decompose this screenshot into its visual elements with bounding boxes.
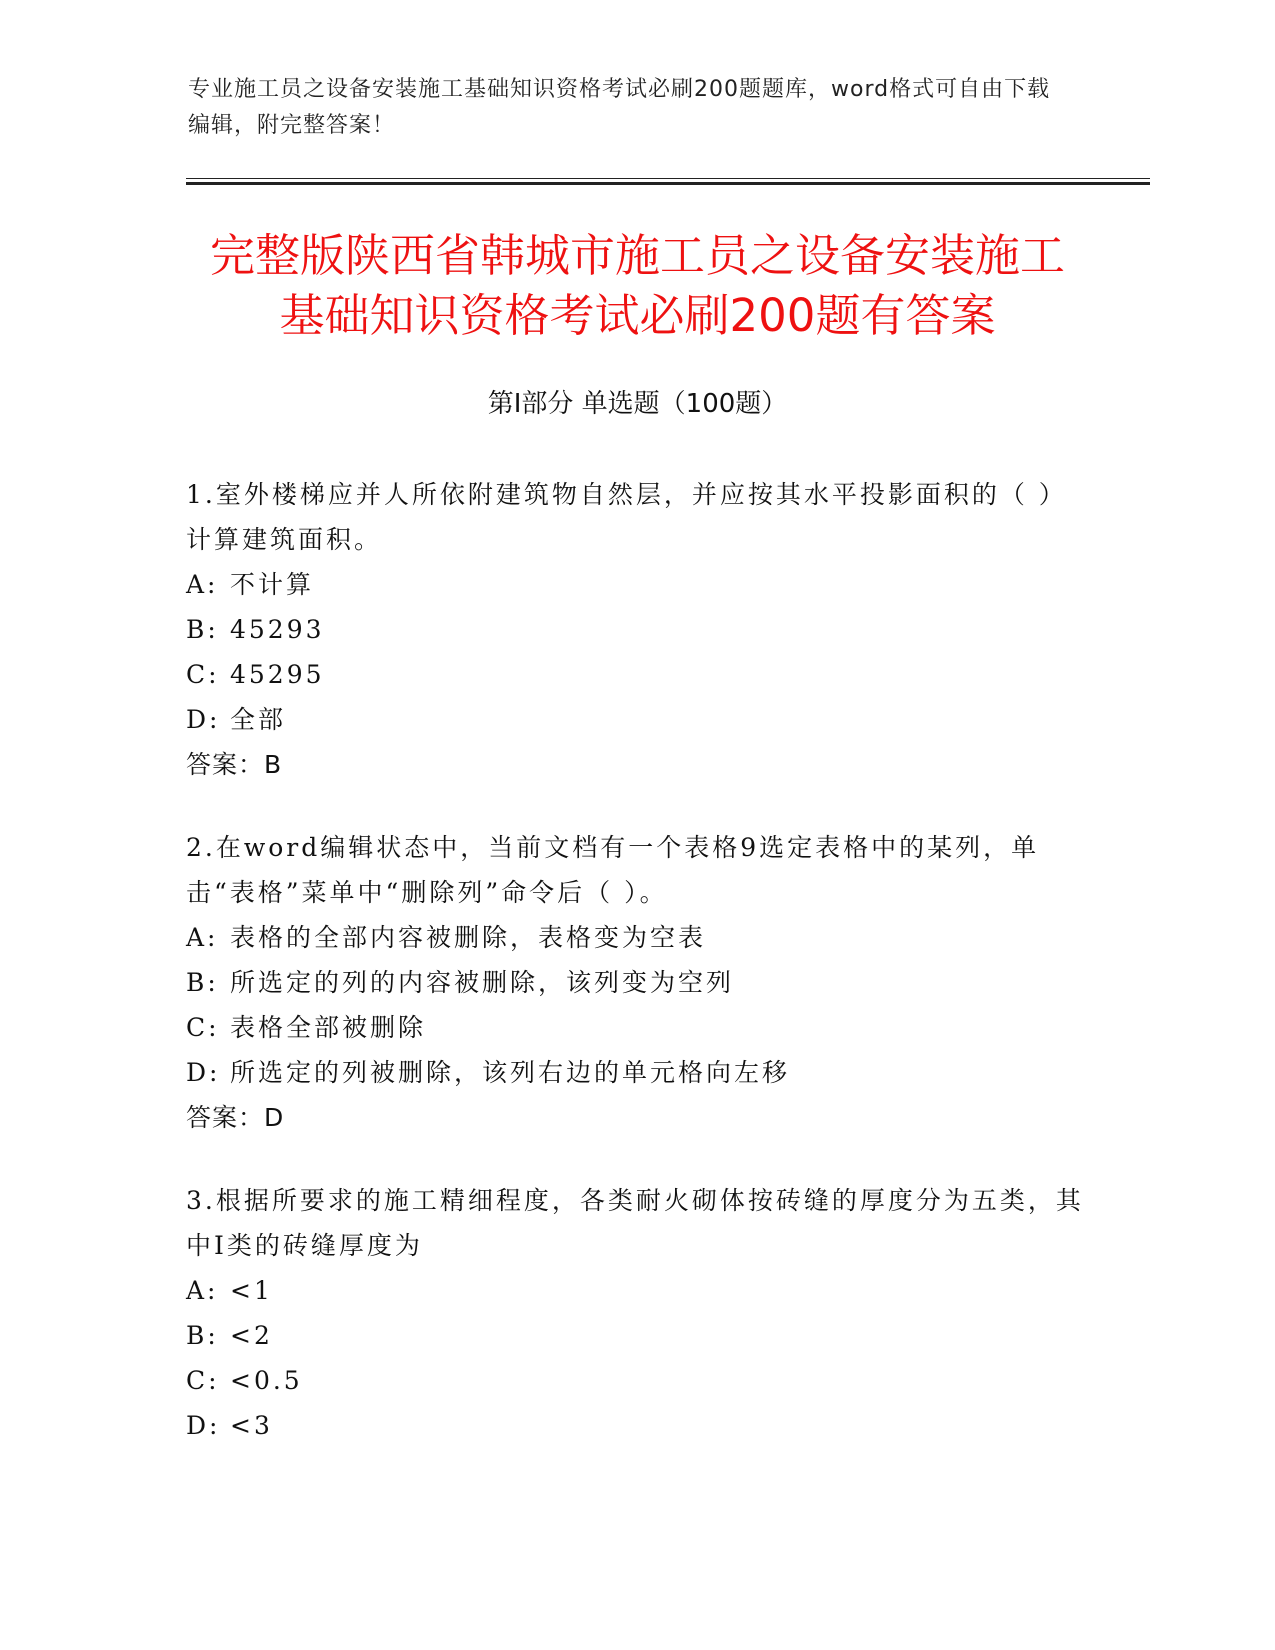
option-text: <2 [230, 1321, 273, 1350]
option-text: <3 [230, 1411, 273, 1440]
option-c [186, 1005, 1086, 1050]
option-b [186, 1313, 1086, 1358]
question-stem: 3.根据所要求的施工精细程度，各类耐火砌体按砖缝的厚度分为五类，其中Ⅰ类的砖缝厚度为 [186, 1186, 1084, 1260]
option-text: 表格全部被删除 [230, 1013, 427, 1042]
option-b [186, 607, 1086, 652]
header-divider-thick [186, 182, 1150, 185]
option-letter: D: [186, 1058, 221, 1087]
option-letter: B: [186, 968, 219, 997]
option-letter: A: [186, 923, 219, 952]
option-letter: A: [186, 570, 219, 599]
option-a [186, 915, 1086, 960]
option-d [186, 697, 1086, 742]
title-line-2: 基础知识资格考试必刷200题有答案 [279, 289, 996, 342]
question-stem: 2.在word编辑状态中，当前文档有一个表格9选定表格中的某列，单击“表格”菜单中“删除列”命令后（ ）。 [186, 833, 1040, 907]
question-stem: 1.室外楼梯应并人所依附建筑物自然层，并应按其水平投影面积的（ ）计算建筑面积。 [186, 480, 1067, 554]
section-heading: 第Ⅰ部分 单选题（100题） [487, 389, 788, 419]
document-title [150, 226, 1125, 346]
option-letter: D: [186, 1411, 221, 1440]
title-line-1: 完整版陕西省韩城市施工员之设备安装施工 [209, 229, 1065, 282]
option-text: 表格的全部内容被删除，表格变为空表 [230, 923, 707, 952]
question-3 [186, 1178, 1086, 1448]
option-text: <0.5 [230, 1366, 303, 1395]
option-a [186, 562, 1086, 607]
option-text: 45295 [230, 660, 325, 689]
option-text: 所选定的列的内容被删除，该列变为空列 [230, 968, 735, 997]
option-letter: D: [186, 705, 221, 734]
option-letter: C: [186, 1366, 220, 1395]
option-b [186, 960, 1086, 1005]
answer-line: 答案：D [186, 1103, 285, 1132]
option-d [186, 1403, 1086, 1448]
option-text: 全部 [230, 705, 287, 734]
option-letter: B: [186, 615, 219, 644]
option-text: 45293 [230, 615, 325, 644]
option-letter: A: [186, 1276, 219, 1305]
option-letter: C: [186, 1013, 220, 1042]
question-list [186, 472, 1086, 1486]
option-text: 所选定的列被删除，该列右边的单元格向左移 [230, 1058, 791, 1087]
option-text: <1 [230, 1276, 273, 1305]
question-2 [186, 825, 1086, 1140]
option-c [186, 652, 1086, 697]
question-1 [186, 472, 1086, 787]
option-d [186, 1050, 1086, 1095]
option-c [186, 1358, 1086, 1403]
answer-line: 答案：B [186, 750, 283, 779]
option-letter: C: [186, 660, 220, 689]
option-text: 不计算 [230, 570, 315, 599]
option-letter: B: [186, 1321, 219, 1350]
header-note: 专业施工员之设备安装施工基础知识资格考试必刷200题题库，word格式可自由下载编辑，附完整答案！ [188, 77, 1051, 138]
option-a [186, 1268, 1086, 1313]
header-divider-thin [186, 178, 1150, 179]
